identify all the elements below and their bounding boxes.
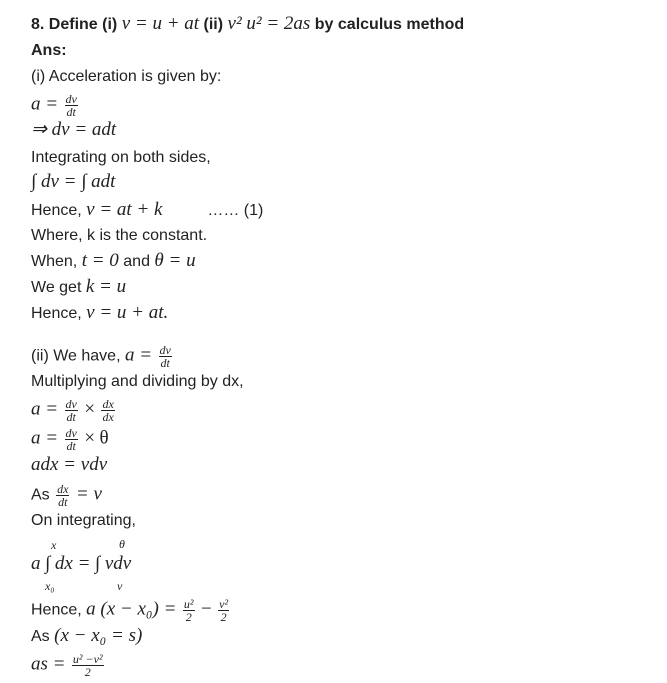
as-line: As $\frac{dx}{dt}$ = v [31,482,102,509]
when-line: When, t = 0 and θ = u [31,250,196,271]
part2-intro: (ii) We have, a = $\frac{dv}{dt}$ [31,343,171,370]
weget-line: We get k = u [31,276,127,297]
on-integrating-text: On integrating, [31,512,136,529]
hence-line-2: Hence, v = u + at. [31,302,169,323]
final-result-line: as = $\frac{\text{u² −v²}}{2}$ [31,652,103,679]
dv-dt-fraction: $\frac{dv}{dt}$ [65,92,77,119]
equation-2: v² u² = 2as [227,13,311,34]
multiply-text: Multiplying and dividing by dx, [31,373,244,390]
upper-limit-right: θ [119,537,125,551]
upper-limit-left: x [51,538,57,552]
theta-line: a = $\frac{dv}{dt}$ × θ [31,426,109,453]
substitution-line: As (x − x₀ = s) [31,625,143,646]
definite-integral-line: a ∫ dx = ∫ vdv [31,553,132,574]
lower-limit-right: v [117,579,123,593]
part1-intro: (i) Acceleration is given by: [31,68,222,85]
constant-note: Where, k is the constant. [31,227,208,244]
final-fraction: $\frac{\text{u² −v²}}{2}$ [72,652,103,679]
integrating-text: Integrating on both sides, [31,149,211,166]
integral-line: ∫ dv = ∫ adt [31,171,116,192]
product-line: a = $\frac{dv}{dt}$ × $\frac{dx}{dx}$ [31,397,114,424]
adx-line: adx = vdv [31,454,108,475]
hence-line-1: Hence, v = at + k …… (1) [31,199,264,220]
equation-reference: …… (1) [207,202,264,219]
hence-line-3: Hence, a (x − x₀) = $\frac{\text{u²}}{2}$ − $\frac{\text{v²}}{2}$ [31,597,229,624]
question-line: 8. Define (i) v = u + at (ii) v² u² = 2as by calculus method [31,13,465,34]
lower-limit-left: x₀ [45,579,55,593]
accel-definition: a = $\frac{dv}{dt}$ [31,92,77,119]
equation-1: v = u + at [121,13,200,34]
implies-line: ⇒ dv = adt [31,119,117,140]
dv-dt-fraction-2: $\frac{dv}{dt}$ [159,343,171,370]
question-number: 8. [31,16,45,33]
answer-label: Ans: [31,42,67,59]
